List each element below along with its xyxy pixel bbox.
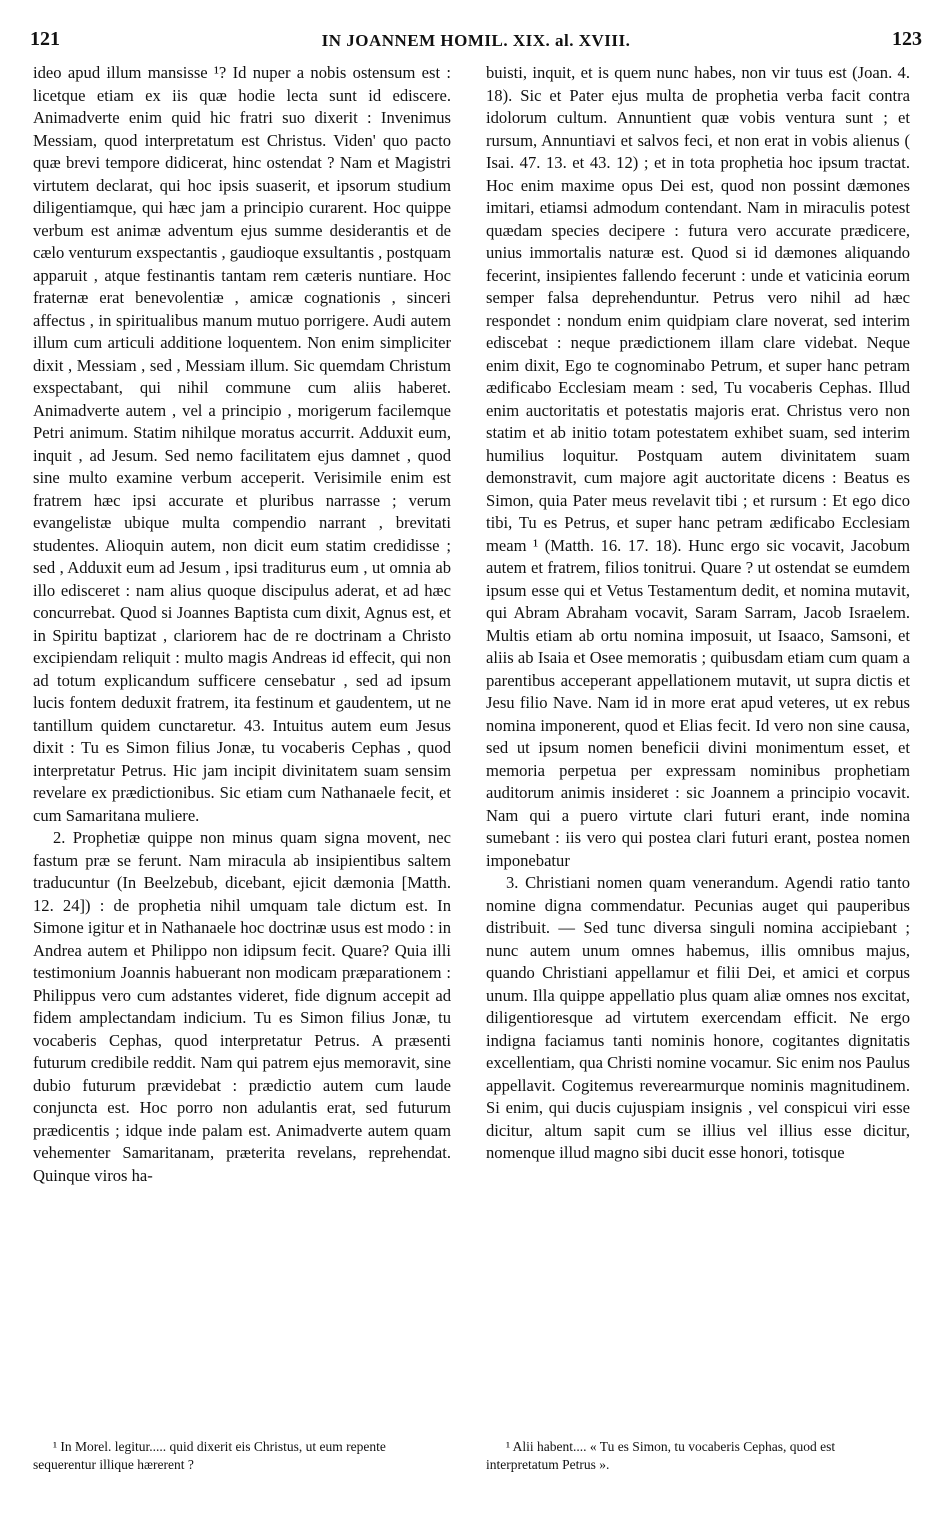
right-column [486,62,910,1165]
right-paragraph-1: buisti, inquit, et is quem nunc habes, non vir tuus est (Joan. 4. 18). Sic et Pater ejus multa de prophetia verba facit contra idolorum cultum. Annuntient quæ vobis ventura sunt ; et rursum, Annuntiavi et salvos feci, et non erat in vobis alienus ( Isai. 47. 13. et 43. 12) ; et in tota prophetia hoc ipsum tractat. Hoc enim maxime opus Dei est, quod non possint dæmones imitari, etiamsi admodum contendant. Nam in miraculis potest quædam species decipere : futura vero accurate prædicere, unius immortalis naturæ est. Quod si id dæmones aliquando fecerint, insipientes fallendo fecerunt : unde et vaticinia eorum semper falsa deprehenduntur. Petrus vero nihil ad hæc respondet : nondum enim quidpiam clare noverat, sed interim ediscebat : neque prædictionem illam clare videbat. Neque enim dixit, Ego te cognominabo Petrum, et super hanc petram ædificabo Ecclesiam meam : sed, Tu vocaberis Cephas. Illud enim auctoritatis et potestatis majoris erat. Christus vero non statim et ab initio totam potestatem exhibet suam, sed interim humilius loquitur. Postquam autem divinitatem suam demonstravit, cum majore agit auctoritate dicens : Beatus es Simon, quia Pater meus revelavit tibi ; et rursum : Et ego dico tibi, Tu es Petrus, et super hanc petram ædificabo Ecclesiam meam ¹ (Matth. 16. 17. 18). Hunc ergo sic vocavit, Jacobum autem et fratrem, filios tonitrui. Quare ? ut ostendat se eumdem ipsum esse qui et Vetus Testamentum dedit, et nomina mutavit, qui Abram Abraham vocavit, Saram Sarram, Jacob Israelem. Multis etiam ab ortu nomina imposuit, ut Isaaco, Samsoni, et aliis ab Isaia et Osee memoratis ; quibusdam etiam cum quam a parentibus acceperant appellationem mutavit, ut supra dictis et Jesu filio Nave. Nam id in more erat apud veteres, ut ex rebus nomina imponerent, quod et Elias fecit. Id vero non sine causa, sed ut ipsum nomen beneficii divini monimentum esset, et memoria perpetua per expressam nominibus prophetiam auditorum animis insideret : sic Joannem a principio vocavit. Nam qui a puero virtute clari futuri erant, inde nomina sumebant : iis vero qui postea clari futuri erant, postea nomen imponebatur [486,63,910,870]
right-paragraph-2: 3. Christiani nomen quam venerandum. Agendi ratio tanto nomine digna commendatur. Pecunias auget qui pauperibus distribuit. — Sed tunc diversa singuli nomina accipiebant ; nunc autem unum omnes habemus, illis omnibus majus, quando Christiani appellamur et filii Dei, et amici et corpus unum. Illa quippe appellatio plus quam aliæ omnes nos excitat, diligentioresque ad virtutem exercendam efficit. Ne ergo indigna faciamus tanti nominis honore, cogitantes dignitatis excellentiam, qua Christi nomine vocamur. Sic enim nos Paulus appellavit. Cogitemus reverearmurque nominis magnitudinem. Si enim, qui ducis cujuspiam insignis , vel conspicui viri esse dicitur, altum sapit cum se illius vel illius esse dicitur, nomenque illud magno sibi ducit esse honori, totisque [486,873,910,1162]
running-header [30,28,922,58]
footnote-right [486,1438,910,1474]
left-paragraph-1: ideo apud illum mansisse ¹? Id nuper a nobis ostensum est : licetque etiam ex iis quæ hodie lecta sunt id ediscere. Animadverte enim quid hic fratri suo dixerit : Invenimus Messiam, quod interpretatum est Christus. Viden' quo pacto quæ brevi tempore didicerat, hinc ostendat ? Nam et Magistri virtutem declarat, qui hoc ipsis suaserit, et ipsorum studium diligentiamque, qui hæc jam a principio curarent. Hoc quippe verbum est animæ adventum ejus summe desiderantis et de cælo venturum exspectantis , gaudioque exsultantis , postquam apparuit , atque festinantis tantam rem cæteris nuntiare. Hoc fraternæ erat benevolentiæ , amicæ cognationis , sinceri affectus , in spiritualibus manum mutuo porrigere. Audi autem illum cum articuli additione loquentem. Non enim simpliciter dixit , Messiam , sed , Messiam illum. Sic quemdam Christum exspectabant, qui nihil commune cum aliis haberet. Animadverte autem , vel a principio , morigerum facilemque Petri animum. Statim nihilque moratus accurrit. Adduxit eum, inquit , ad Jesum. Sed nemo facilitatem ejus damnet , quod sine multo examine verbum acceperit. Verisimile enim est fratrem hæc ipsi accurate et pluribus narrasse ; verum evangelistæ ubique multa compendio narrant , brevitati studentes. Alioquin autem, non dicit eum statim credidisse ; sed , Adduxit eum ad Jesum , ipsi traditurus eum , ut omnia ab illo edisceret : nam alius quoque discipulus aderat, et ad hæc concurrebat. Quod si Joannes Baptista cum dixit, Agnus est, et in Spiritu baptizat , clariorem hac de re doctrinam a Christo excipiendam reliquit : multo magis Andreas id effecit, qui non ad totum explicandum sufficere censebatur , sed ad ipsum lucis fontem deduxit fratrem, ita festinum et gaudentem, ut ne tantillum quidem cunctaretur. 43. Intuitus autem eum Jesus dixit : Tu es Simon filius Jonæ, tu vocaberis Cephas , quod interpretatur Petrus. Hic jam incipit divinitatem suam sensim revelare ex prædictionibus. Sic etiam cum Nathanaele fecit, et cum Samaritana muliere. [33,63,451,825]
left-column [33,62,451,1187]
page-number-right: 123 [892,28,922,50]
left-paragraph-2: 2. Prophetiæ quippe non minus quam signa movent, nec fastum præ se ferunt. Nam miracula ab insipientibus saltem traducuntur (In Beelzebub, dicebant, ejicit dæmonia [Matth. 12. 24]) : de prophetia nihil umquam tale dictum est. In Simone igitur et in Nathanaele hoc doctrinæ usus est modo : in Andrea autem et Philippo non idipsum fecit. Quare? Quia illi testimonium Joannis habuerant non modicam præparationem : Philippus vero cum adstantes videret, fide dignum accepit ad fidem amplectandam indicium. Tu es Simon filius Jonæ, tu vocaberis Cephas, quod interpretatur Petrus. A præsenti futurum credibile reddit. Nam qui patrem ejus memoravit, sine dubio futurum prævidebat : prædictio autem cum laude conjuncta est. Hoc porro non adulantis erat, sed futurum prædicentis ; idque inde palam est. Animadverte autem quam vehementer Samaritanam, præterita revelans, reprehendat. Quinque viros ha- [33,828,451,1185]
footnote-left [33,1438,451,1474]
page-number-left: 121 [30,28,60,50]
running-title: IN JOANNEM HOMIL. XIX. al. XVIII. [321,31,631,50]
footnote-right-text: ¹ Alii habent.... « Tu es Simon, tu vocaberis Cephas, quod est interpretatum Petrus ». [486,1439,836,1472]
footnote-left-text: ¹ In Morel. legitur..... quid dixerit eis Christus, ut eum repente sequerentur illique hærerent ? [33,1439,386,1472]
